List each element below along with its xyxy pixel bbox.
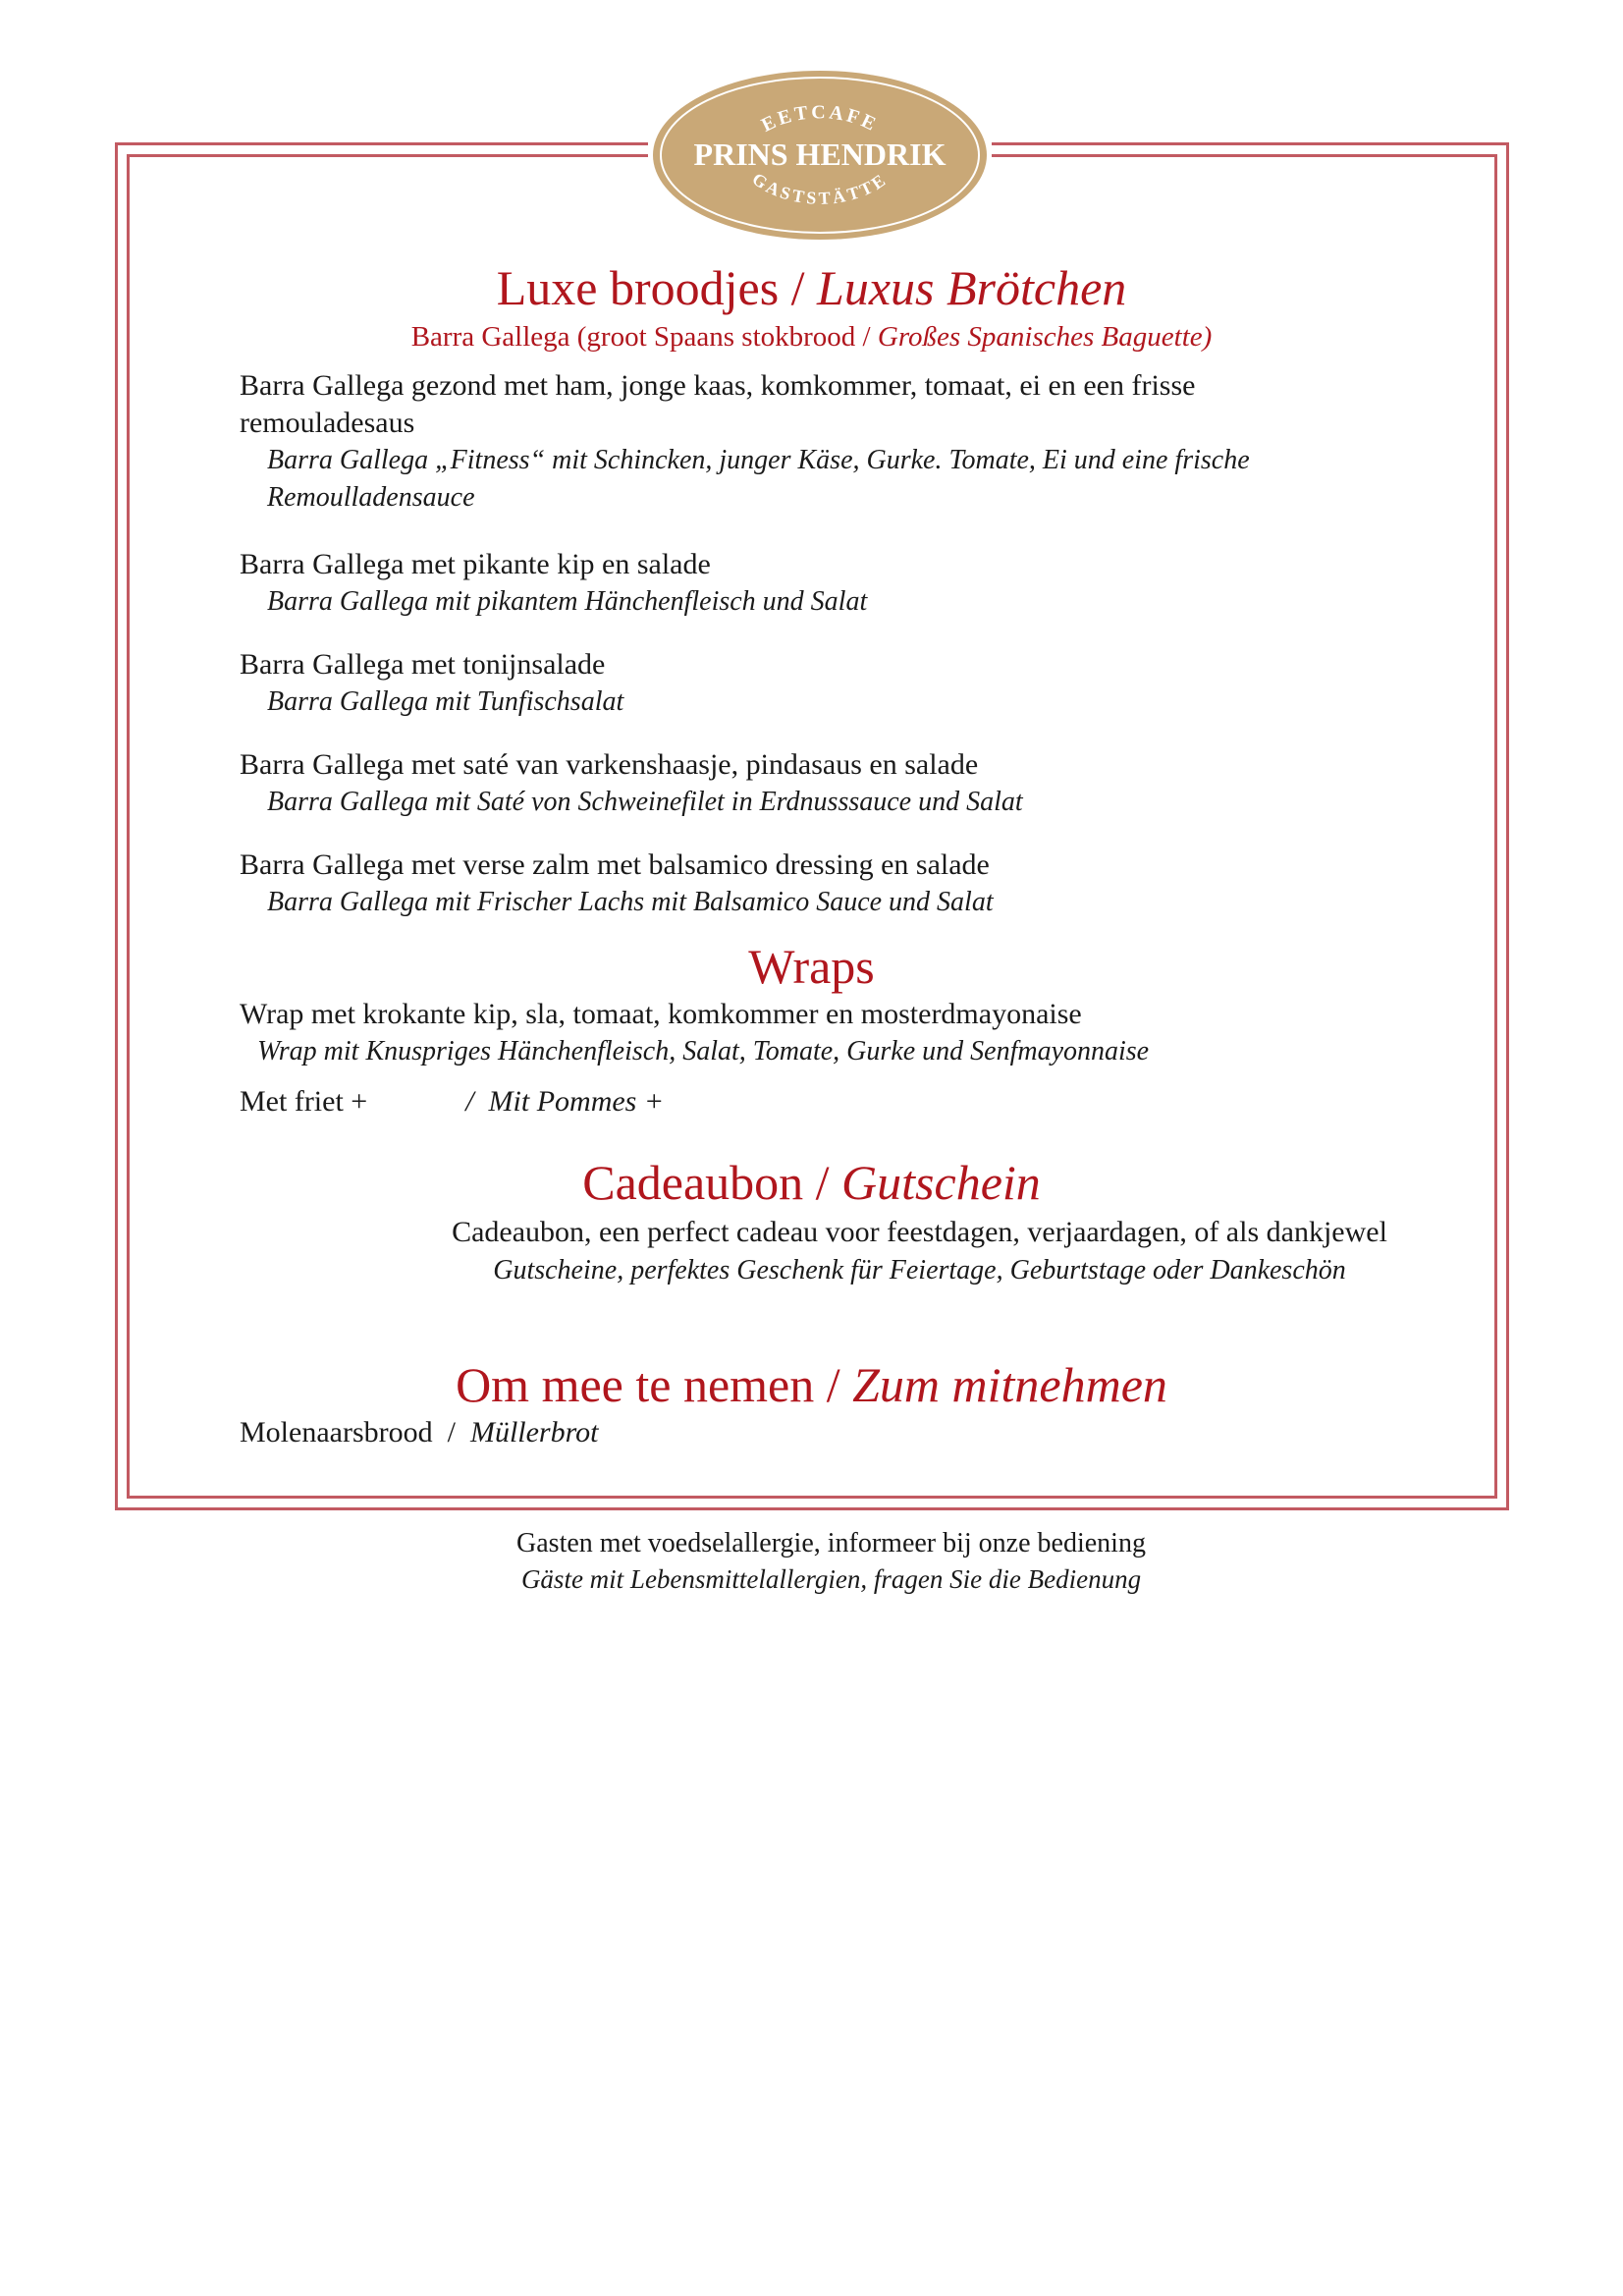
menu-item <box>240 847 1398 921</box>
section-title-cadeaubon <box>0 1153 1623 1212</box>
logo <box>648 67 992 244</box>
menu-item-de: Wrap mit Knuspriges Hänchenfleisch, Salat, Tomate, Gurke und Senfmayonnaise <box>257 1036 1150 1066</box>
menu-item-nl: Barra Gallega met tonijnsalade <box>240 648 606 681</box>
section-title-cadeaubon-nl: Cadeaubon / <box>582 1155 830 1210</box>
menu-item-nl: Barra Gallega met pikante kip en salade <box>240 548 711 580</box>
menu-frame-inner <box>127 154 1497 1499</box>
menu-item <box>240 367 1280 517</box>
section-title-luxe-de: Luxus Brötchen <box>817 260 1127 315</box>
section-title-luxe-nl: Luxe broodjes / <box>496 260 805 315</box>
logo-emblem <box>648 67 992 244</box>
allergy-note-nl: Gasten met voedselallergie, informeer bij onze bediening <box>516 1528 1146 1558</box>
extra-fries-de: / Mit Pommes + <box>465 1085 665 1118</box>
menu-item <box>240 746 1398 821</box>
section-subtitle-luxe-de: Großes Spanisches Baguette) <box>877 321 1213 353</box>
section-subtitle-luxe <box>0 319 1623 355</box>
section-title-wraps: Wraps <box>748 939 875 994</box>
section-title-mitnehmen-nl: Om mee te nemen / <box>456 1357 840 1412</box>
molenaarsbrood-nl: Molenaarsbrood / <box>240 1416 456 1449</box>
logo-bottom-text: GASTSTÄTTE <box>748 168 892 208</box>
section-title-mitnehmen-de: Zum mitnehmen <box>852 1357 1167 1412</box>
menu-item <box>240 646 1398 721</box>
section-subtitle-luxe-nl: Barra Gallega (groot Spaans stokbrood / <box>410 321 871 353</box>
menu-item-de: Barra Gallega mit Tunfischsalat <box>267 686 624 717</box>
menu-item <box>240 546 1398 621</box>
extra-fries-nl: Met friet + <box>240 1085 368 1118</box>
cadeaubon-text-de: Gutscheine, perfektes Geschenk für Feiertage, Geburtstage oder Dankeschön <box>493 1255 1346 1285</box>
molenaarsbrood-de: Müllerbrot <box>469 1416 599 1449</box>
menu-item-wrap <box>240 996 1398 1070</box>
menu-item-de: Barra Gallega mit pikantem Hänchenfleisch und Salat <box>267 586 868 617</box>
logo-top-text: EETCAFE <box>758 101 882 137</box>
section-title-cadeaubon-de: Gutschein <box>841 1155 1041 1210</box>
section-title-mitnehmen <box>0 1355 1623 1414</box>
menu-item-nl: Wrap met krokante kip, sla, tomaat, komkommer en mosterdmayonaise <box>240 998 1082 1030</box>
menu-item-de: Barra Gallega mit Saté von Schweinefilet in Erdnusssauce und Salat <box>267 787 1023 817</box>
menu-item-de: Barra Gallega mit Frischer Lachs mit Balsamico Sauce und Salat <box>267 887 994 917</box>
extra-fries-line <box>240 1083 664 1121</box>
cadeaubon-text-nl: Cadeaubon, een perfect cadeau voor feestdagen, verjaardagen, of als dankjewel <box>452 1216 1387 1248</box>
logo-name: PRINS HENDRIK <box>693 137 947 172</box>
menu-item-nl: Barra Gallega met saté van varkenshaasje, pindasaus en salade <box>240 748 979 781</box>
section-title-luxe <box>0 258 1623 317</box>
menu-item-nl: Barra Gallega gezond met ham, jonge kaas, komkommer, tomaat, ei en een frisse remouladesaus <box>240 369 1196 439</box>
allergy-note-de: Gäste mit Lebensmittelallergien, fragen Sie die Bedienung <box>520 1564 1142 1594</box>
menu-item-de: Barra Gallega „Fitness“ mit Schincken, junger Käse, Gurke. Tomate, Ei und eine frische Remoulladensauce <box>267 445 1250 513</box>
menu-item-molenaarsbrood <box>240 1414 599 1451</box>
menu-item-nl: Barra Gallega met verse zalm met balsamico dressing en salade <box>240 848 990 881</box>
